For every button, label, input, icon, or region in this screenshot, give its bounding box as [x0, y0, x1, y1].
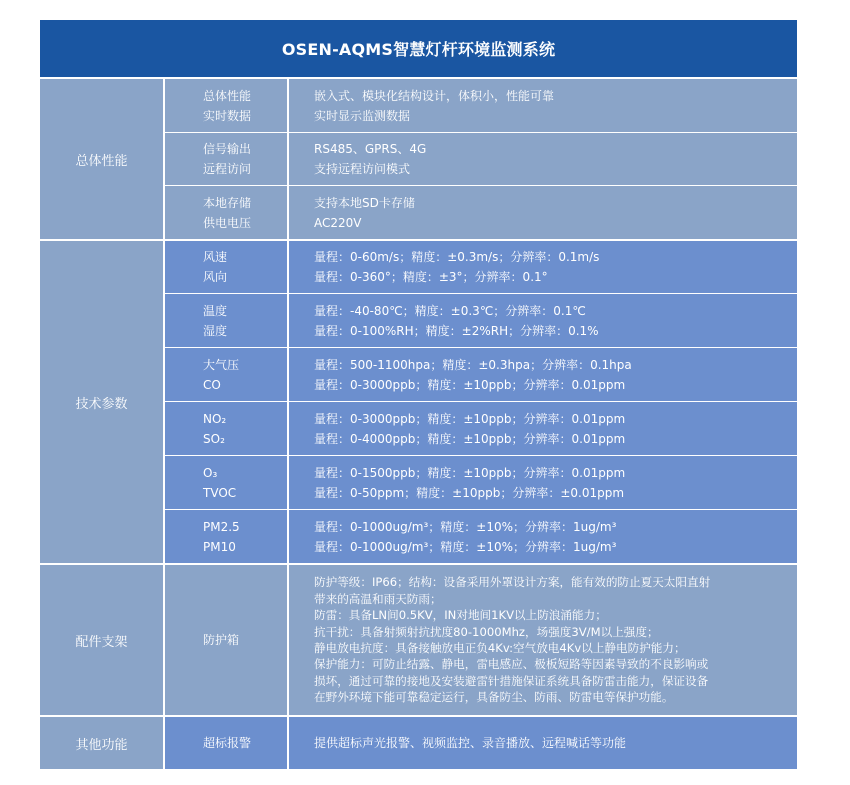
table-row	[165, 294, 797, 348]
value-cell	[289, 79, 797, 132]
param-cell	[165, 510, 289, 563]
param-value: 防护等级：IP66；结构：设备采用外罩设计方案，能有效的防止夏天太阳直射	[314, 575, 711, 590]
param-name: 实时数据	[203, 108, 252, 123]
param-value: 抗干扰：具备射频射抗扰度80-1000Mhz，场强度3V/M以上强度；	[314, 624, 659, 639]
param-name: O₃	[203, 465, 218, 480]
section-other-functions	[40, 717, 797, 769]
param-value: 保护能力：可防止结露、静电，雷电感应、极板短路等因素导致的不良影响或	[314, 657, 709, 672]
param-name: PM2.5	[203, 519, 240, 534]
param-name: NO₂	[203, 411, 227, 426]
param-name: 超标报警	[203, 736, 252, 750]
value-cell	[289, 348, 797, 401]
value-cell	[289, 294, 797, 347]
param-name: 供电电压	[203, 215, 252, 230]
param-value: 量程：500-1100hpa；精度：±0.3hpa；分辨率：0.1hpa	[314, 357, 632, 372]
param-value: 量程：0-60m/s；精度：±0.3m/s；分辨率：0.1m/s	[314, 250, 600, 264]
param-name: 防护箱	[203, 633, 240, 647]
section-label: 技术参数	[40, 241, 165, 563]
param-value: AC220V	[314, 215, 362, 230]
param-name: SO₂	[203, 431, 225, 446]
section-label: 总体性能	[40, 79, 165, 239]
value-cell	[289, 456, 797, 509]
param-cell	[165, 717, 289, 769]
param-name: 温度	[203, 303, 228, 318]
section-overall-performance	[40, 79, 797, 241]
param-name: PM10	[203, 539, 236, 554]
table-row	[165, 510, 797, 563]
param-value: 损坏，通过可靠的接地及安装避雷针措施保证系统具备防雷击能力，保证设备	[314, 673, 709, 688]
table-row	[165, 402, 797, 456]
value-cell	[289, 186, 797, 239]
table-row	[165, 133, 797, 186]
value-cell	[289, 402, 797, 455]
table-row	[165, 348, 797, 402]
param-name: 本地存储	[203, 195, 252, 210]
param-cell	[165, 456, 289, 509]
param-cell	[165, 133, 289, 185]
param-name: 湿度	[203, 323, 228, 338]
spec-table	[40, 20, 797, 769]
table-row	[165, 79, 797, 133]
param-cell	[165, 348, 289, 401]
param-value: 量程：0-3000ppb；精度：±10ppb；分辨率：0.01ppm	[314, 377, 626, 392]
value-cell	[289, 717, 797, 769]
param-cell	[165, 241, 289, 293]
param-cell	[165, 186, 289, 239]
param-value: 支持本地SD卡存储	[314, 195, 415, 210]
section-rows	[165, 79, 797, 239]
param-name: 风速	[203, 250, 228, 264]
section-technical-parameters	[40, 241, 797, 565]
param-value: RS485、GPRS、4G	[314, 142, 427, 156]
value-cell	[289, 565, 797, 715]
section-label: 其他功能	[40, 717, 165, 769]
param-name: TVOC	[203, 485, 237, 500]
table-row	[165, 717, 797, 769]
table-row	[165, 456, 797, 510]
param-value: 嵌入式、模块化结构设计，体积小，性能可靠	[314, 88, 555, 103]
param-name: 总体性能	[203, 88, 252, 103]
param-value: 量程：-40-80℃；精度：±0.3℃；分辨率：0.1℃	[314, 303, 586, 318]
param-value: 量程：0-4000ppb；精度：±10ppb；分辨率：0.01ppm	[314, 431, 626, 446]
param-value: 带来的高温和雨天防雨；	[314, 591, 442, 606]
section-rows	[165, 565, 797, 715]
param-value: 量程：0-360°；精度：±3°；分辨率：0.1°	[314, 270, 548, 284]
param-name: CO	[203, 377, 221, 392]
param-value: 静电放电抗度：具备接触放电正负4Kv:空气放电4Kv以上静电防护能力；	[314, 641, 686, 655]
param-value: 防雷：具备LN间0.5KV，IN对地间1KV以上防浪涌能力；	[314, 608, 607, 623]
param-cell	[165, 79, 289, 132]
param-value: 量程：0-1000ug/m³；精度：±10%；分辨率：1ug/m³	[314, 539, 617, 554]
table-row	[165, 565, 797, 715]
section-rows	[165, 717, 797, 769]
param-value: 在野外环境下能可靠稳定运行，具备防尘、防雨、防雷电等保护功能。	[314, 690, 674, 705]
param-value: 实时显示监测数据	[314, 108, 411, 123]
param-cell	[165, 565, 289, 715]
param-name: 风向	[203, 270, 228, 284]
section-label: 配件支架	[40, 565, 165, 715]
value-cell	[289, 510, 797, 563]
param-name: 远程访问	[203, 162, 252, 176]
section-rows	[165, 241, 797, 563]
param-name: 大气压	[203, 357, 240, 372]
param-value: 量程：0-1500ppb；精度：±10ppb；分辨率：0.01ppm	[314, 465, 626, 480]
param-value: 支持远程访问模式	[314, 162, 411, 176]
table-row	[165, 241, 797, 294]
section-accessories	[40, 565, 797, 717]
table-row	[165, 186, 797, 239]
table-title: OSEN-AQMS智慧灯杆环境监测系统	[40, 20, 797, 77]
param-value: 量程：0-50ppm；精度：±10ppb；分辨率：±0.01ppm	[314, 485, 625, 500]
param-cell	[165, 294, 289, 347]
value-cell	[289, 241, 797, 293]
param-value: 量程：0-3000ppb；精度：±10ppb；分辨率：0.01ppm	[314, 411, 626, 426]
param-name: 信号输出	[203, 142, 252, 156]
param-cell	[165, 402, 289, 455]
value-cell	[289, 133, 797, 185]
param-value: 量程：0-1000ug/m³；精度：±10%；分辨率：1ug/m³	[314, 519, 617, 534]
param-value: 量程：0-100%RH；精度：±2%RH；分辨率：0.1%	[314, 323, 599, 338]
param-value: 提供超标声光报警、视频监控、录音播放、远程喊话等功能	[314, 736, 627, 750]
